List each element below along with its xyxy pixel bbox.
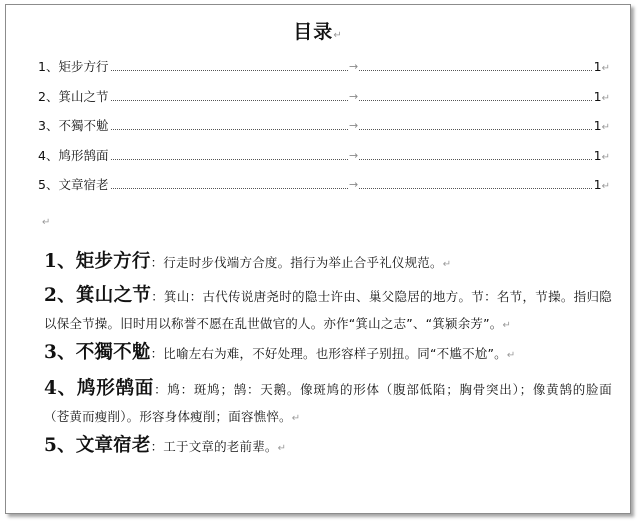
dot-leader <box>98 129 594 130</box>
empty-paragraph-mark: ↵ <box>42 217 51 228</box>
idiom-term: 箕山之节 <box>75 285 152 306</box>
paragraph-mark: ↵ <box>601 63 610 74</box>
paragraph-mark: ↵ <box>506 350 516 361</box>
tab-mark: → <box>349 57 358 77</box>
idiom-number: 5、 <box>44 435 76 456</box>
idiom-definition: 比喻左右为难，不好处理。也形容样子别扭。同“不尴不尬”。 <box>163 346 507 361</box>
idiom-number: 2、 <box>44 285 76 306</box>
paragraph-mark: ↵ <box>601 181 610 192</box>
idiom-heading <box>44 378 154 399</box>
toc-entry-number: 3、 <box>38 118 59 133</box>
toc-entry-number: 2、 <box>38 88 59 104</box>
paragraph-mark: ↵ <box>277 443 287 454</box>
dot-leader <box>98 100 594 101</box>
toc-entry-page: 1 <box>593 88 602 104</box>
idiom-entries <box>44 248 612 462</box>
tab-mark: → <box>349 87 358 107</box>
idiom-heading <box>44 342 151 363</box>
idiom-term: 矩步方行 <box>75 251 151 272</box>
paragraph-mark: ↵ <box>502 320 512 331</box>
toc-entry[interactable] <box>38 175 610 205</box>
idiom-number: 3、 <box>44 342 76 363</box>
idiom-term: 不獨不魀 <box>75 342 151 363</box>
dot-leader <box>98 159 594 160</box>
idiom-definition: 工于文章的老前辈。 <box>163 439 278 454</box>
paragraph-mark: ↵ <box>601 122 610 133</box>
paragraph-mark: ↵ <box>442 259 452 270</box>
toc-entry-title: 不獨不魀 <box>58 118 109 133</box>
paragraph-mark: ↵ <box>291 413 301 424</box>
paragraph-mark: ↵ <box>601 151 610 163</box>
idiom-definition: 箕山：古代传说唐尧时的隐士许由、巢父隐居的地方。节：名节，节操。指归隐以保全节操。旧时用以称誉不愿在乱世做官的人。亦作“箕山之志”、“箕颍余芳”。 <box>44 289 612 331</box>
idiom-entry: 4、鸠形鹄面：鸠：斑鸠；鹄：天鹅。像斑鸠的形体（腹部低陷；胸骨突出）；像黄鹄的脸面（苍黄而瘦削）。形容身体瘦削；面容憔悴。↵ <box>44 378 612 424</box>
toc-entry[interactable] <box>38 116 610 146</box>
toc-entry[interactable] <box>38 146 610 176</box>
table-of-contents <box>38 57 610 205</box>
document-page <box>5 4 631 514</box>
dot-leader <box>98 188 594 189</box>
idiom-number: 1、 <box>44 251 76 272</box>
toc-heading: 目录↵ <box>293 21 343 43</box>
toc-entry-page: 1 <box>593 59 602 74</box>
toc-entry[interactable] <box>38 57 610 87</box>
idiom-term: 鸠形鹄面 <box>76 378 155 399</box>
idiom-term: 文章宿老 <box>75 435 151 456</box>
idiom-heading <box>44 251 151 272</box>
paragraph-mark: ↵ <box>333 30 343 41</box>
toc-entry[interactable] <box>38 87 610 117</box>
idiom-definition: 鸠：斑鸠；鹄：天鹅。像斑鸠的形体（腹部低陷；胸骨突出）；像黄鹄的脸面（苍黄而瘦削）。形容身体瘦削；面容憔悴。 <box>44 382 612 424</box>
idiom-entry: 2、箕山之节：箕山：古代传说唐尧时的隐士许由、巢父隐居的地方。节：名节，节操。指归隐以保全节操。旧时用以称誉不愿在乱世做官的人。亦作“箕山之志”、“箕颍余芳”。↵ <box>44 285 612 331</box>
tab-mark: → <box>349 116 358 136</box>
idiom-definition: 行走时步伐端方合度。指行为举止合乎礼仪规范。 <box>163 255 443 270</box>
toc-entry-number: 4、 <box>38 147 59 163</box>
idiom-heading <box>44 435 151 456</box>
dot-leader <box>98 70 594 71</box>
idiom-entry: 3、不獨不魀：比喻左右为难，不好处理。也形容样子别扭。同“不尴不尬”。↵ <box>44 342 516 363</box>
idiom-number: 4、 <box>44 378 77 399</box>
idiom-entry: 5、文章宿老：工于文章的老前辈。↵ <box>44 435 287 456</box>
tab-mark: → <box>349 175 358 195</box>
tab-mark: → <box>349 146 358 166</box>
toc-entry-number: 1、 <box>38 59 59 74</box>
idiom-heading <box>44 285 151 306</box>
idiom-entry: 1、矩步方行：行走时步伐端方合度。指行为举止合乎礼仪规范。↵ <box>44 251 452 272</box>
paragraph-mark: ↵ <box>601 92 610 104</box>
toc-entry-title: 文章宿老 <box>58 177 109 192</box>
toc-entry-page: 1 <box>593 177 602 192</box>
toc-entry-number: 5、 <box>38 177 59 192</box>
toc-entry-title: 箕山之节 <box>58 88 109 104</box>
toc-entry-page: 1 <box>593 118 602 133</box>
toc-entry-page: 1 <box>593 147 602 163</box>
toc-entry-title: 矩步方行 <box>58 59 109 74</box>
toc-entry-title: 鸠形鹄面 <box>58 147 109 163</box>
